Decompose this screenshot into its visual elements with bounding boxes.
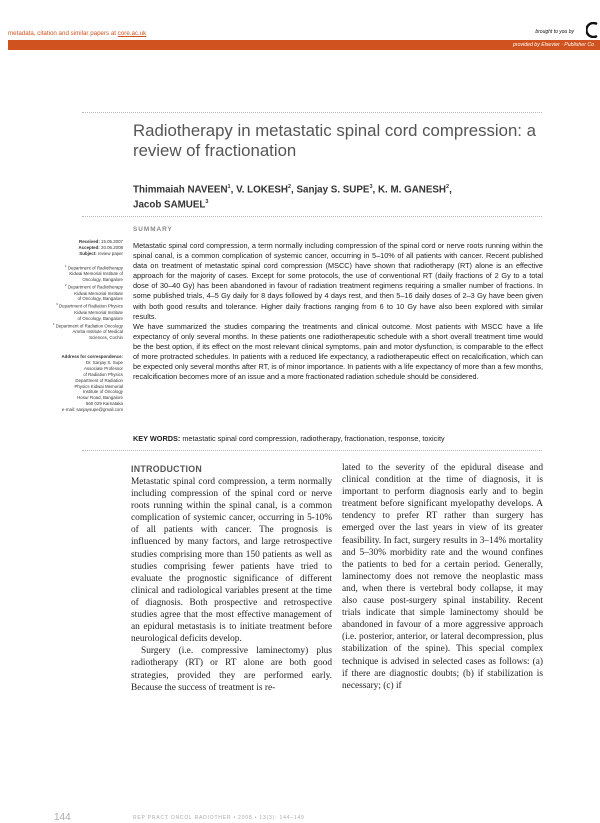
page-number: 144	[54, 812, 71, 823]
summary-divider	[82, 216, 542, 217]
author-1: Thimmaiah NAVEEN	[133, 184, 228, 196]
abstract-paragraph-2: We have summarized the studies comparing the treatments and clinical outcome. Most patients with MSCC have a life expectancy of only several months. In these patients one radiotherapeutic schedule with a short overall treatment time would be the best option, if its effect on the most relevant clinical symptoms, pain and motor dysfunction, is comparable to the effect of more protracted schedules. In patients with a reduced life expectancy, a radiotherapeutic effect on recalcification, which can be expected only several months after RT, is of minor importance. In patients with a life expectancy of more than a few months, recalcification becomes more of an issue and a more fractionated radiation schedule should be considered.	[133, 321, 543, 382]
core-logo-icon	[586, 22, 600, 38]
correspondence-email[interactable]: e-mail: sanjaysupe@gmail.com	[61, 407, 123, 413]
accepted-label: Accepted:	[78, 244, 100, 250]
author-2-affiliation: 2	[287, 184, 292, 190]
brought-by-text: brought to you by	[535, 29, 574, 35]
keywords	[133, 434, 543, 444]
subject-value: review paper	[97, 250, 123, 256]
core-metadata-link[interactable]	[8, 30, 146, 37]
subject-label: Subject:	[79, 250, 97, 256]
summary-heading: SUMMARY	[133, 226, 173, 233]
author-4-affiliation: 2	[446, 184, 450, 190]
keywords-text: metastatic spinal cord compression, radiotherapy, fractionation, response, toxicity	[182, 434, 445, 443]
article-title: Radiotherapy in metastatic spinal cord compression: a review of fractionation	[133, 121, 536, 160]
received-label: Received:	[79, 239, 100, 244]
body-paragraph-3: lated to the severity of the epidural disease and clinical condition at the time of diagnosis, it is important to perform diagnosis early and to begin treatment before significant myelopathy develops. A tendency to prefer RT rather than surgery has emerged over the last years in view of its greater feasibility. In fact, surgery results in 3–14% mortality and 5–30% morbidity rate and the wound confines the patients to bed for a certain period. Generally, laminectomy does not remove the neoplastic mass and, when there is vertebral body collapse, it may also cause post-surgery spinal instability. Recent trials indicate that simple laminectomy should be abandoned in favour of a more aggressive approach (i.e. posterior, anterior, or lateral decompression, plus stabilization of the spine). This special complex technique is advised in selected cases as follows: (a) if there are diagnostic doubts; (b) if stabilization is necessary; (c) if	[342, 463, 543, 691]
core-link[interactable]: core.ac.uk	[117, 30, 147, 37]
affiliations	[40, 264, 123, 341]
author-1-affiliation: 1	[227, 184, 231, 190]
provider-bar	[8, 40, 600, 50]
affiliation-2: $^2$ Department of Radiotherapy Kidwai Memorial Institute of Oncology, Bangalore	[64, 283, 123, 302]
abstract	[133, 241, 543, 382]
introduction-heading: INTRODUCTION	[131, 464, 203, 474]
author-2: V. LOKESH	[236, 184, 288, 196]
body-paragraph-2: Surgery (i.e. compressive laminectomy) plus radiotherapy (RT) or RT alone are both good strategies, provided they are performed early. Because the success of treatment is re-	[131, 646, 332, 693]
author-5-affiliation: 3	[205, 199, 209, 206]
body-column-right	[342, 462, 543, 692]
correspondence-address: Address for correspondence: Dr. Sanjay S. Supe Associate Professor of Radiation Physics Department of Radiation Physics Kidwai Memorial Institute of Oncology Hosur Road, Bangalore 560 029 Karnataka e-mail: sanjaysupe@gmail.com	[40, 354, 123, 413]
article-dates	[40, 239, 123, 257]
received-date: 15.05.2007	[101, 239, 123, 244]
body-column-left	[131, 462, 332, 694]
keywords-label: KEY WORDS:	[133, 434, 181, 443]
correspondence-heading: Address for correspondence:	[61, 354, 123, 359]
body-paragraph-1: Metastatic spinal cord compression, a term normally including compression of the spinal cord or nerve roots running within the spinal canal, is a common complication of systemic cancer, occurring in 5-10% of all patients with cancer. The prognosis is influenced by many factors, and large retrospective studies comprising more than 150 patients as well as studies comprising fewer patients have tried to evaluate the prognostic significance of different clinical and radiological variables present at the time of diagnosis. Both prospective and retrospective studies agree that the most effective management of an epidural metastasis is to initiate treatment before neurological deficits develop.	[131, 477, 332, 645]
author-5: Jacob SAMUEL	[133, 199, 206, 211]
provided-by-text: provided by Elsevier · Publisher Co	[512, 41, 594, 48]
affiliation-4: $^4$ Department of Radiation Oncology Amrita Institute of Medical Sciences, Cochin	[52, 321, 123, 340]
journal-citation: REP PRACT ONCOL RADIOTHER • 2008 • 13(3): 144–149	[133, 815, 305, 821]
author-3-affiliation: 3	[369, 184, 373, 190]
abstract-paragraph-1: Metastatic spinal cord compression, a term normally including compression of the spinal cord or nerve roots running within the spinal canal, is a common complication of systemic cancer, occurring in 5–10% of all patients with cancer. Recent published data on treatment of metastatic spinal cord compression (MSCC) have shown that radiotherapy (RT) alone is an effective approach for the majority of cases. Except for some protocols, the use of conventional RT (daily fractions of 2 Gy to a total dose of 30–40 Gy) has been abandoned in favour of radiation treatment regimens requiring a smaller number of fractions. In some published trials, 4–5 Gy daily for 8 days followed by 4 days rest, and then 5–16 daily doses of 2–3 Gy have been given with both good results and tolerance. Higher daily fractions ranging from 6 to 10 Gy have also been explored with similar results.	[133, 241, 543, 321]
accepted-date: 20.06.2008	[101, 244, 123, 250]
affiliation-1: $^1$ Department of Radiotherapy Kidwai Memorial Institute of Oncology, Bangalore	[64, 264, 123, 283]
top-divider	[82, 112, 542, 113]
core-metadata-text: metadata, citation and similar papers at	[8, 30, 118, 37]
keywords-divider	[82, 450, 542, 451]
author-3: Sanjay S. SUPE	[296, 184, 370, 196]
author-4: K. M. GANESH	[377, 184, 447, 196]
affiliation-3: $^3$ Department of Radiation Physics Kidwai Memorial Institute of Oncology, Bangalore	[56, 302, 123, 321]
author-list: Thimmaiah NAVEEN$^1$, V. LOKESH$^2$, Sanjay S. SUPE$^3$, K. M. GANESH$^2$, Jacob SAMUEL$^3$	[133, 184, 452, 211]
